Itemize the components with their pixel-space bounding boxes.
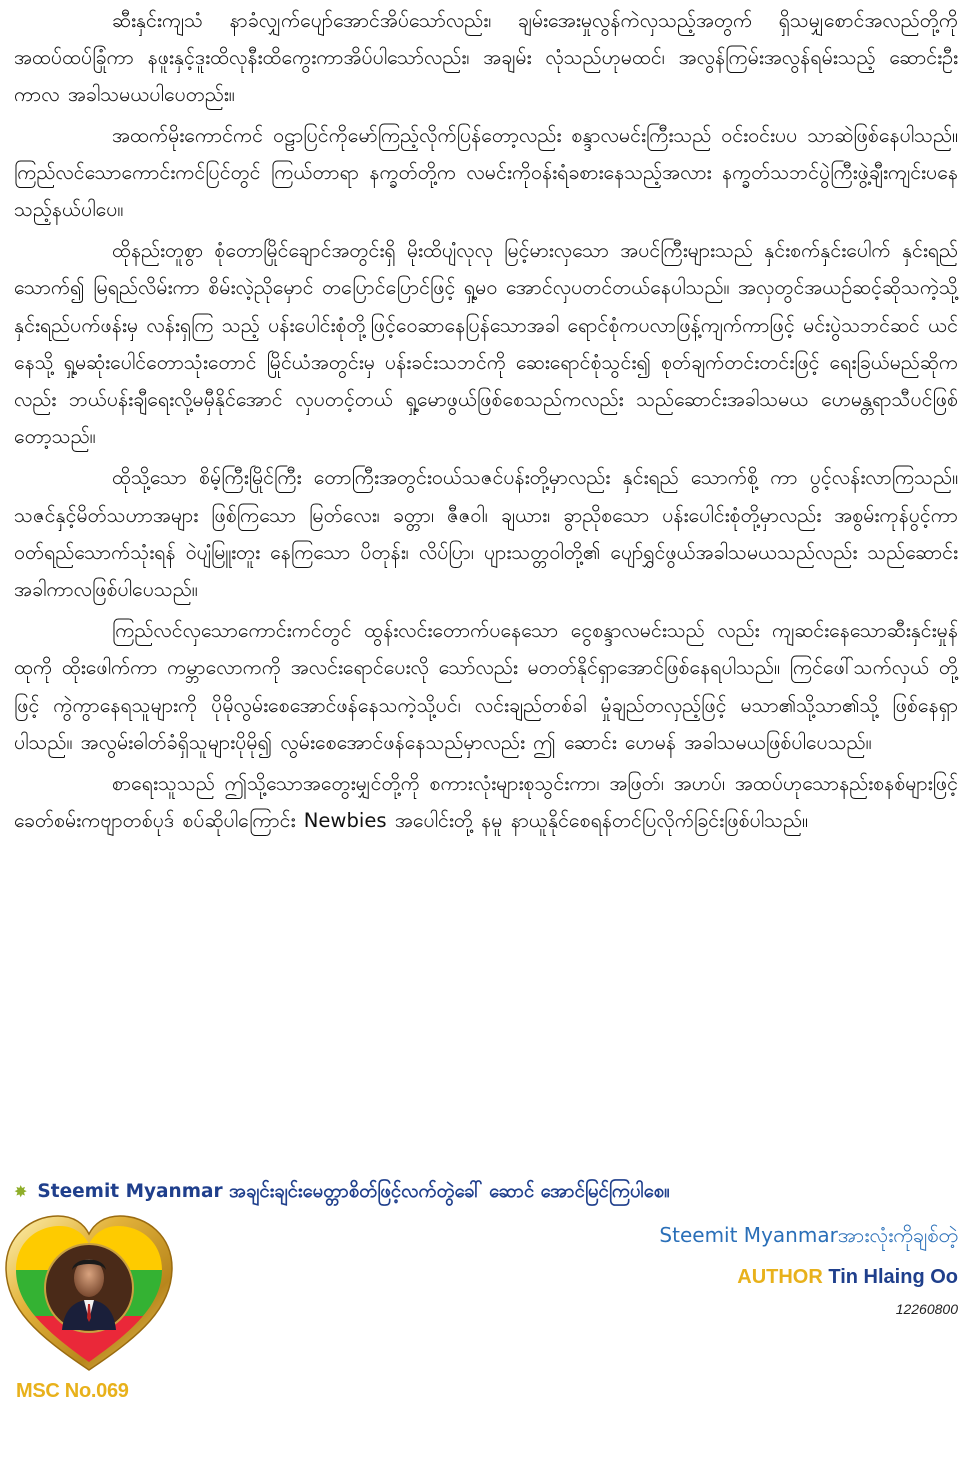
author-name: Tin Hlaing Oo — [828, 1266, 958, 1288]
paragraph-3: ထိုနည်းတူစွာ စုံတောမြိုင်ချောင်အတွင်းရှိ မိုးထိပျံလုလု မြင့်မားလှသော အပင်ကြီးများသည် နှင်းစက်နှင်းပေါက် နှင်းရည်သောက်၍ မြရည်လိမ်းကာ စိမ်းလဲ့ညိုမှောင် တပြောင်ပြောင်ဖြင့် ရှု့မဝ အောင်လှပတင်တယ်နေပါသည်။ အလှတွင်အယဉ်ဆင့်ဆိုသကဲ့သို့ နှင်းရည်ပက်ဖန်းမှ လန်းရှကြ သည့် ပန်းပေါင်းစုံတို့ဖြင့်ဝေဆာနေပြန်သောအခါ ရောင်စုံကပလာဖြန့်ကျက်ကာဖြင့် မင်းပွဲသဘင်ဆင် ယင်နေသို့ ရှု့မဆုံးပေါင်တောသုံးတောင် မြိုင်ယံအတွင်းမှ ပန်းခင်းသဘင်ကို ဆေးရောင်စုံသွင်း၍ စုတ်ချက်တင်းတင်းဖြင့် ရေးခြယ်မည်ဆိုကလည်း ဘယ်ပန်းချီရေးလို့မမှီနိုင်အောင် လှပတင့်တယ် ရှု့မောဖွယ်ဖြစ်စေသည်ကလည်း သည်ဆောင်းအခါသမယ ဟေမန္တရာသီပင်ဖြစ်တော့သည်။ — [14, 239, 958, 449]
paragraph-6: စာရေးသူသည် ဤသို့သောအတွေးမျှင်တို့ကို စကားလုံးများစုသွင်းကာ၊ အဖြတ်၊ အဟပ်၊ အထပ်ဟုသောနည်းစနစ်များဖြင့် ခေတ်စမ်းကဗျာတစ်ပုဒ် စပ်ဆိုပါကြောင်း Newbies အပေါင်းတို့ နမူ နာယူနိုင်စေရန်တင်ပြလိုက်ခြင်းဖြစ်ပါသည်။ — [14, 772, 958, 833]
author-label: AUTHOR — [737, 1266, 823, 1288]
paragraph-2: အထက်မိုးကောင်ကင် ဝဠာပြင်ကိုမော်ကြည့်လိုက်ပြန်တော့လည်း စန္ဒာလမင်းကြီးသည် ဝင်းဝင်းပပ သာဆဲဖြစ်နေပါသည်။ ကြည်လင်သောကောင်းကင်ပြင်တွင် ကြယ်တာရာ နက္ခတ်တို့က လမင်းကိုဝန်းရံခစားနေသည့်အလား နက္ခတ်သဘင်ပွဲကြီးဖွဲ့ချီးကျင်းပနေသည့်နယ်ပါပေ။ — [14, 123, 958, 222]
slogan — [14, 1180, 958, 1207]
signature-dedication: Steemit Myanmarအားလုံးကိုချစ်တဲ့ — [659, 1223, 958, 1247]
paragraph-1: ဆီးနှင်းကျသံ နာခံလျှက်ပျော်အောင်အိပ်သော်လည်း၊ ချမ်းအေးမှုလွန်ကဲလှသည့်အတွက် ရှိသမျှစောင်အလည်တို့ကို အထပ်ထပ်ခြုံကာ နဖူးနှင့်ဒူးထိလုနီးထိကွေးကာအိပ်ပါသော်လည်း၊ အချမ်း လုံသည်ဟုမထင်၊ အလွန်ကြမ်းအလွန်ရမ်းသည့် ဆောင်းဦးကာလ အခါသမယပါပေတည်း။ — [14, 9, 958, 107]
badge-code: MSC No.069 — [16, 1380, 129, 1402]
heart-badge — [4, 1212, 174, 1372]
author-line — [659, 1266, 958, 1289]
bullet-star-icon: ✸ — [14, 1182, 28, 1201]
author-id: 12260800 — [895, 1301, 958, 1317]
paragraph-5: ကြည်လင်လှသောကောင်းကင်တွင် ထွန်းလင်းတောက်ပနေသော ငွေစန္ဒာလမင်းသည် လည်း ကျဆင်းနေသောဆီးနှင်းမှုန်ထုကို ထိုးဖေါက်ကာ ကမ္ဘာလောကကို အလင်းရောင်ပေးလို သော်လည်း မတတ်နိုင်ရှာအောင်ဖြစ်နေရပါသည်။ ကြင်ဖေါ်သက်လှယ် တို့ဖြင့် ကွဲကွာနေရသူများကို ပိုမိုလွမ်းစေအောင်ဖန်နေသကဲ့သို့ပင်၊ လင်းချည်တစ်ခါ မှုံချည်တလှည့်ဖြင့် မသာ၏သို့သာ၏သို့ ဖြစ်နေရှာပါသည်။ အလွမ်းဓါတ်ခံရှိသူများပိုမို၍ လွမ်းစေအောင်ဖန်နေသည်မှာလည်း ဤ ဆောင်း ဟေမန် အခါသမယဖြစ်ပါပေသည်။ — [14, 619, 958, 754]
heart-flag-icon — [4, 1212, 174, 1372]
slogan-text: Steemit Myanmar အချင်းချင်းမေတ္တာစိတ်ဖြင့်လက်တွဲခေါ် ဆောင် အောင်မြင်ကြပါစေ။ — [37, 1181, 670, 1202]
article-body — [14, 2, 958, 839]
paragraph-4: ထိုသို့သော စိမ့်ကြီးမြိုင်ကြီး တောကြီးအတွင်းဝယ်သဇင်ပန်းတို့မှာလည်း နှင်းရည် သောက်စို့ ကာ ပွင့်လန်းလာကြသည်။ သဇင်နှင့်မိတ်သဟာအများ ဖြစ်ကြသော မြတ်လေး၊ ခတ္တာ၊ ဇီဇဝါ၊ ချယား၊ ခွာညိုစသော ပန်းပေါင်းစုံတို့မှာလည်း အစွမ်းကုန်ပွင့်ကာ ဝတ်ရည်သောက်သုံးရန် ဝဲပျံမြူးတူး နေကြသော ပိတုန်း၊ လိပ်ပြာ၊ ပျားသတ္တဝါတို့၏ ပျော်ရွှင်ဖွယ်အခါသမယသည်လည်း သည်ဆောင်း အခါကာလဖြစ်ပါပေသည်။ — [14, 466, 958, 602]
author-signature — [659, 1222, 958, 1317]
